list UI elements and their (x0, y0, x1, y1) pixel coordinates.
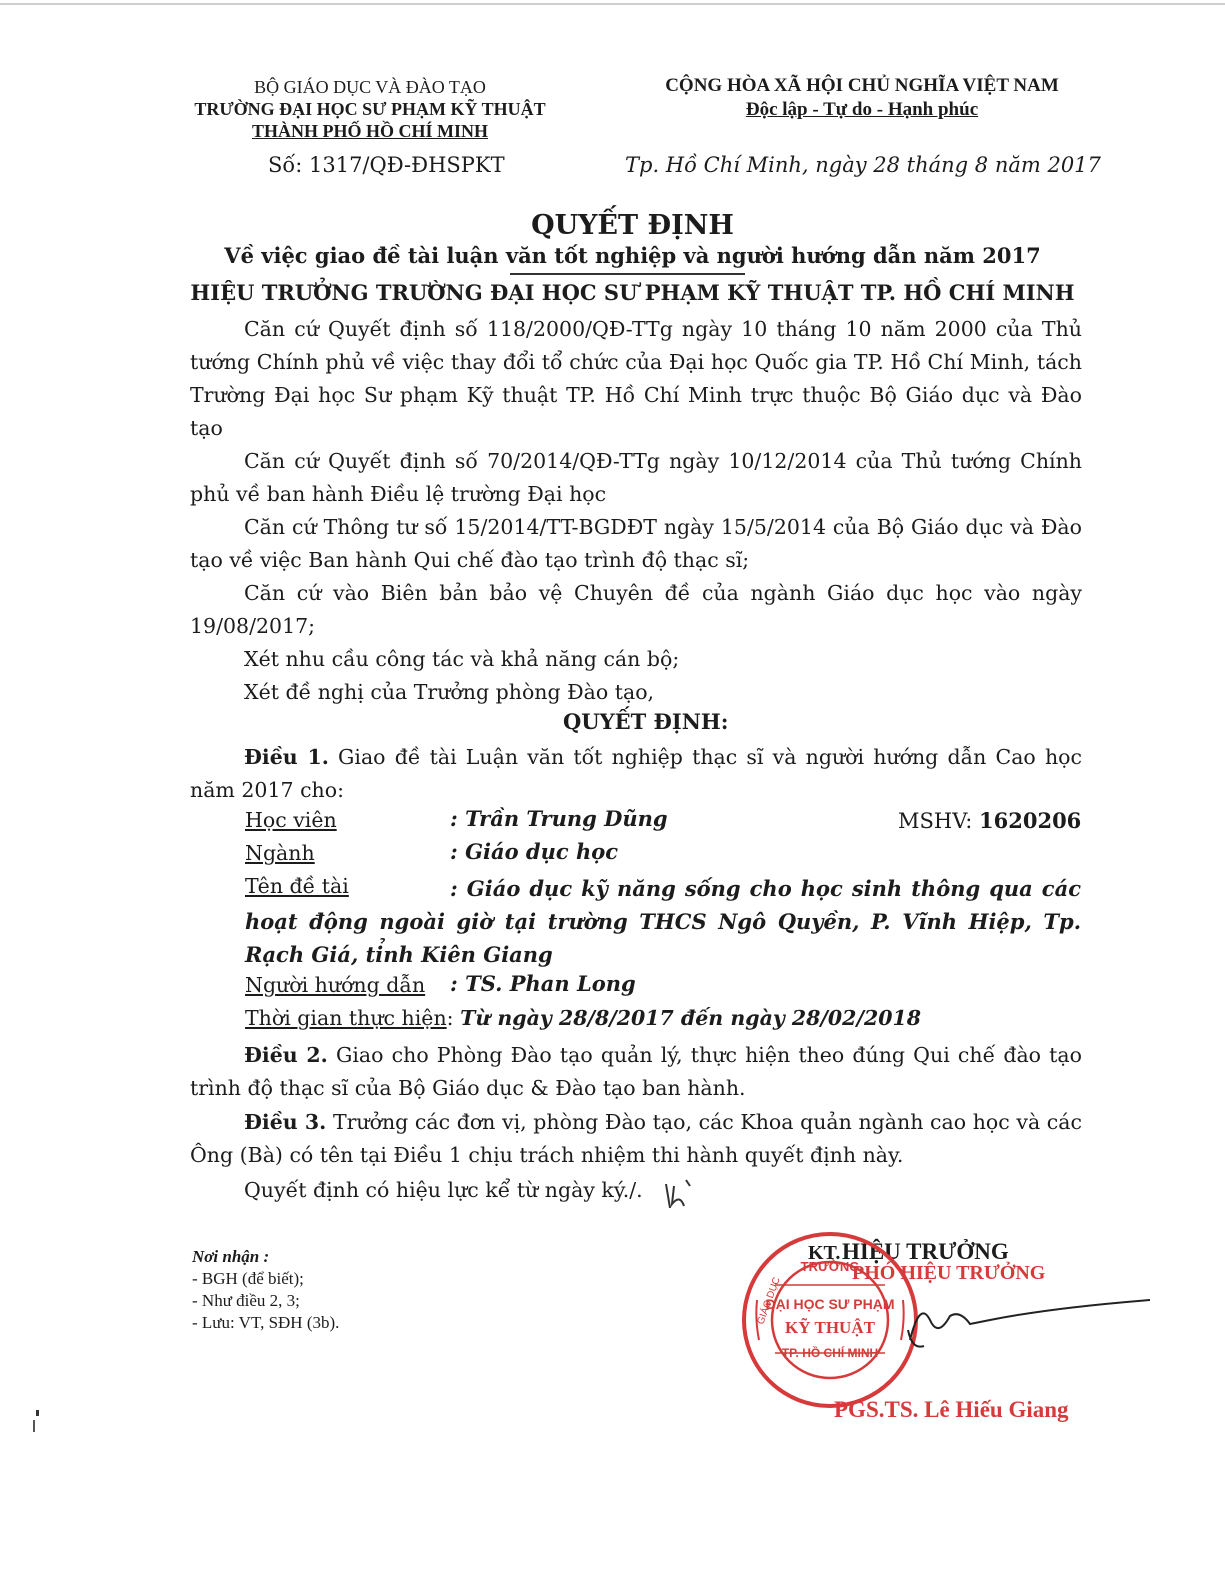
country-motto: Độc lập - Tự do - Hạnh phúc (745, 99, 979, 120)
subtitle-underline (510, 273, 745, 275)
seal-line-4: TP. HỒ CHÍ MINH (781, 1346, 879, 1360)
recipient-item: - BGH (để biết); (192, 1269, 304, 1288)
university-city: THÀNH PHỐ HỒ CHÍ MINH (251, 121, 488, 141)
article-1 (190, 741, 1082, 807)
student-name: : Trần Trung Dũng (450, 806, 668, 831)
basis-4: Căn cứ vào Biên bản bảo vệ Chuyên đề của ngành Giáo dục học vào ngày 19/08/2017; (190, 581, 1082, 638)
student-id-value: 1620206 (979, 808, 1082, 833)
signer-name: PGS.TS. Lê Hiếu Giang (834, 1397, 1069, 1422)
basis-1: Căn cứ Quyết định số 118/2000/QĐ-TTg ngày 10 tháng 10 năm 2000 của Thủ tướng Chính phủ về việc thay đổi tổ chức của Đại học Quốc gia TP. Hồ Chí Minh, tách Trường Đại học Sư phạm Kỹ thuật TP. Hồ Chí Minh trực thuộc Bộ Giáo dục và Đào tạo (190, 317, 1082, 440)
basis-3: Căn cứ Thông tư số 15/2014/TT-BGDĐT ngày 15/5/2014 của Bộ Giáo dục và Đào tạo về việc Ban hành Qui chế đào tạo trình độ thạc sĩ; (190, 515, 1082, 572)
article-2 (190, 1039, 1082, 1105)
article-1-text: Giao đề tài Luận văn tốt nghiệp thạc sĩ và người hướng dẫn Cao học năm 2017 cho: (190, 745, 1082, 802)
effective-clause: Quyết định có hiệu lực kể từ ngày ký./. (244, 1178, 643, 1202)
recipient-item: - Như điều 2, 3; (192, 1291, 300, 1310)
article-3-label: Điều 3. (244, 1110, 327, 1134)
decision-heading: QUYẾT ĐỊNH: (563, 709, 729, 734)
major-value: : Giáo dục học (450, 839, 619, 864)
major-label: Ngành (245, 841, 315, 865)
basis-2: Căn cứ Quyết định số 70/2014/QĐ-TTg ngày 10/12/2014 của Thủ tướng Chính phủ về ban hành Điều lệ trường Đại học (190, 449, 1082, 506)
scan-top-line (0, 3, 1225, 5)
period-label: Thời gian thực hiện (245, 1006, 447, 1030)
university-name: TRƯỜNG ĐẠI HỌC SƯ PHẠM KỸ THUẬT (194, 99, 546, 119)
article-1-label: Điều 1. (244, 745, 329, 769)
document-subtitle: Về việc giao đề tài luận văn tốt nghiệp và người hướng dẫn năm 2017 (224, 243, 1041, 268)
recipients-heading: Nơi nhận : (192, 1247, 270, 1266)
article-3 (190, 1106, 1082, 1172)
document-title: QUYẾT ĐỊNH (531, 210, 734, 241)
seal-line-1: TRƯỜNG (800, 1259, 860, 1274)
topic-value: : Giáo dục kỹ năng sống cho học sinh thông qua các hoạt động ngoài giờ tại trường THCS Ngô Quyền, P. Vĩnh Hiệp, Tp. Rạch Giá, tỉnh Kiên Giang (245, 876, 1081, 967)
student-label: Học viên (245, 808, 337, 832)
scan-artifact (33, 1420, 35, 1432)
initial-mark-icon (660, 1176, 700, 1212)
document-number: Số: 1317/QĐ-ĐHSPKT (268, 153, 505, 177)
article-2-text: Giao cho Phòng Đào tạo quản lý, thực hiện theo đúng Qui chế đào tạo trình độ thạc sĩ của Bộ Giáo dục & Đào tạo ban hành. (190, 1043, 1082, 1100)
article-2-label: Điều 2. (244, 1043, 328, 1067)
signature-title: HIỆU TRƯỞNG (842, 1239, 1009, 1264)
issuing-authority: HIỆU TRƯỞNG TRƯỜNG ĐẠI HỌC SƯ PHẠM KỸ THUẬT TP. HỒ CHÍ MINH (190, 280, 1075, 305)
ministry-name: BỘ GIÁO DỤC VÀ ĐÀO TẠO (254, 77, 486, 97)
svg-text:ĐẠI HỌC SƯ PHẠM (765, 1296, 894, 1312)
article-3-text: Trưởng các đơn vị, phòng Đào tạo, các Khoa quản ngành cao học và các Ông (Bà) có tên tại Điều 1 chịu trách nhiệm thi hành quyết định này. (190, 1110, 1082, 1167)
svg-text:TRƯỜNG (801, 1259, 860, 1274)
advisor-label: Người hướng dẫn (245, 973, 426, 997)
basis-6: Xét đề nghị của Trưởng phòng Đào tạo, (244, 680, 655, 704)
handwritten-signature-icon (890, 1290, 1160, 1360)
student-id (898, 808, 1081, 833)
period-row: Thời gian thực hiện: Từ ngày 28/8/2017 đến ngày 28/02/2018 (245, 1006, 921, 1030)
student-id-label: MSHV: (898, 809, 980, 833)
signature-subtitle: PHÓ HIỆU TRƯỞNG (852, 1262, 1046, 1284)
header-right (602, 74, 1122, 122)
topic-label: Tên đề tài (245, 874, 349, 898)
advisor-value: : TS. Phan Long (450, 971, 636, 996)
recipients (192, 1246, 339, 1334)
country-name: CỘNG HÒA XÃ HỘI CHỦ NGHĨA VIỆT NAM (665, 75, 1059, 96)
period-value: Từ ngày 28/8/2017 đến ngày 28/02/2018 (460, 1006, 921, 1030)
seal-line-3: KỸ THUẬT (785, 1318, 875, 1337)
signature-prefix: KT. (808, 1242, 841, 1264)
scan-artifact (36, 1410, 39, 1416)
basis-5: Xét nhu cầu công tác và khả năng cán bộ; (244, 647, 680, 671)
svg-text:GIÁO DỤC: GIÁO DỤC (755, 1275, 783, 1327)
header-left (160, 76, 580, 142)
svg-text:KỸ THUẬT (785, 1317, 876, 1337)
document-date: Tp. Hồ Chí Minh, ngày 28 tháng 8 năm 2017 (625, 153, 1101, 177)
recipient-item: - Lưu: VT, SĐH (3b). (192, 1313, 340, 1332)
seal-line-2: ĐẠI HỌC SƯ PHẠM (765, 1296, 895, 1312)
